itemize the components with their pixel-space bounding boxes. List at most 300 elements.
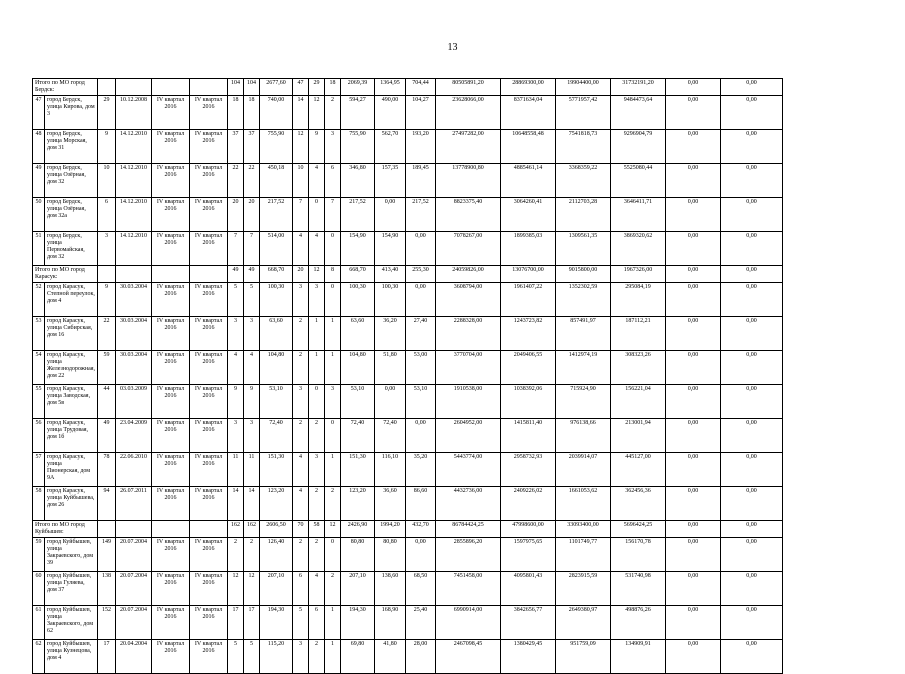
table-cell: 58 [309,521,325,538]
table-cell [98,521,116,538]
table-cell: IV квартал 2016 [190,487,228,521]
table-cell: 27497282,00 [436,130,501,164]
table-cell: 63,60 [260,317,293,351]
table-cell: 104 [228,79,244,96]
table-cell: 104 [244,79,260,96]
row-number-cell: 56 [33,419,45,453]
table-cell: 255,30 [406,266,436,283]
table-cell: 0,00 [666,317,721,351]
table-cell: 1 [325,453,341,487]
table-cell: 668,70 [260,266,293,283]
table-cell: 22.06.2010 [116,453,152,487]
table-cell: 1597975,65 [501,538,556,572]
address-cell: город Куйбышев, улица Кузнецова, дом 4 [45,640,98,674]
table-cell: IV квартал 2016 [152,317,190,351]
table-cell [152,79,190,96]
table-cell: 1 [325,640,341,674]
table-cell: 6 [293,572,309,606]
table-row [33,419,783,453]
table-cell: IV квартал 2016 [190,283,228,317]
table-cell: 0,00 [721,130,783,164]
table-cell: IV квартал 2016 [190,164,228,198]
table-cell: 18 [228,96,244,130]
table-cell [98,79,116,96]
table-cell: 755,90 [341,130,375,164]
table-cell: 28869300,00 [501,79,556,96]
table-cell: 33093400,00 [556,521,611,538]
table-cell: 162 [244,521,260,538]
table-cell: 10648558,48 [501,130,556,164]
table-cell: 115,20 [260,640,293,674]
table-cell: 69,80 [341,640,375,674]
table-cell: 2 [325,487,341,521]
table-cell: 49 [98,419,116,453]
table-cell: 9 [98,283,116,317]
table-cell: 12 [293,130,309,164]
table-cell: 0,00 [666,283,721,317]
table-cell [116,521,152,538]
table-cell: 1380429,45 [501,640,556,674]
table-cell: 3608794,00 [436,283,501,317]
table-cell: 3 [309,453,325,487]
table-cell: 5443774,00 [436,453,501,487]
table-cell: 29 [309,79,325,96]
table-cell: 1364,95 [375,79,406,96]
subtotal-row [33,79,783,96]
table-cell: 1899385,03 [501,232,556,266]
table-row [33,96,783,130]
table-cell: 1910538,00 [436,385,501,419]
subtotal-row [33,266,783,283]
table-cell: 2649380,97 [556,606,611,640]
table-cell: 157,35 [375,164,406,198]
address-cell: город Бердск, улица Морская, дом 31 [45,130,98,164]
table-cell: 0,00 [721,317,783,351]
table-cell: 8371634,04 [501,96,556,130]
table-row [33,130,783,164]
table-cell: IV квартал 2016 [152,487,190,521]
table-cell: IV квартал 2016 [152,453,190,487]
table-cell: IV квартал 2016 [152,198,190,232]
table-cell: 37 [228,130,244,164]
table-cell: 0,00 [666,96,721,130]
table-cell: IV квартал 2016 [190,453,228,487]
table-cell: 3064260,41 [501,198,556,232]
table-cell: 100,30 [341,283,375,317]
table-cell: 100,30 [260,283,293,317]
table-cell: 2288328,00 [436,317,501,351]
table-cell: IV квартал 2016 [190,385,228,419]
table-cell: IV квартал 2016 [190,96,228,130]
table-cell: 49 [228,266,244,283]
table-cell: 2 [325,572,341,606]
table-cell [98,266,116,283]
table-cell: 0,00 [666,130,721,164]
table-cell: 1994,20 [375,521,406,538]
table-cell: 149 [98,538,116,572]
table-cell: IV квартал 2016 [190,317,228,351]
table-cell: 0,00 [666,79,721,96]
table-cell: 7451458,00 [436,572,501,606]
table-cell: IV квартал 2016 [190,572,228,606]
table-cell: 18 [244,96,260,130]
table-cell: 2 [293,419,309,453]
table-cell: 740,00 [260,96,293,130]
table-cell: 1101749,77 [556,538,611,572]
table-cell: 20.04.2004 [116,640,152,674]
table-cell: 0 [309,198,325,232]
table-cell: 5696424,25 [611,521,666,538]
table-cell: 0,00 [721,79,783,96]
table-cell: 86784424,25 [436,521,501,538]
table-cell: 6 [309,606,325,640]
table-cell: 156221,04 [611,385,666,419]
table-cell: 59 [98,351,116,385]
table-cell: 7078267,00 [436,232,501,266]
table-cell: 295084,19 [611,283,666,317]
table-cell: 9 [228,385,244,419]
table-cell: 10 [98,164,116,198]
table-cell: 151,30 [260,453,293,487]
table-cell: 0,00 [406,419,436,453]
table-cell: 2 [309,538,325,572]
table-cell: 4 [293,453,309,487]
table-cell: 138 [98,572,116,606]
table-cell: IV квартал 2016 [152,96,190,130]
table-cell: 72,40 [341,419,375,453]
table-cell: 3368359,22 [556,164,611,198]
table-row [33,351,783,385]
table-cell: 0 [325,232,341,266]
table-cell: 2677,60 [260,79,293,96]
table-cell: 0,00 [721,453,783,487]
table-cell: 134909,91 [611,640,666,674]
table-cell: 4 [309,572,325,606]
table-cell: 1415811,40 [501,419,556,453]
table-row [33,385,783,419]
table-cell: 7 [244,232,260,266]
table-cell: IV квартал 2016 [152,419,190,453]
table-cell: 2958732,93 [501,453,556,487]
table-cell: 0,00 [666,572,721,606]
table-cell: 2 [309,487,325,521]
table-cell: 0,00 [666,232,721,266]
table-cell: 17 [244,606,260,640]
table-cell [116,266,152,283]
address-cell: город Бердск, улица Первомайская, дом 32 [45,232,98,266]
table-cell: 22 [244,164,260,198]
subtotal-label: Итого по МО город Куйбышев: [33,521,98,538]
table-cell: 0,00 [721,521,783,538]
table-cell: 03.03.2009 [116,385,152,419]
address-cell: город Карасук, Степной переулок, дом 4 [45,283,98,317]
table-cell: 162 [228,521,244,538]
table-cell: IV квартал 2016 [190,130,228,164]
table-cell: 53,10 [260,385,293,419]
table-cell: 36,60 [375,487,406,521]
table-cell: 104,80 [260,351,293,385]
table-cell: 2049406,55 [501,351,556,385]
table-cell: 27,40 [406,317,436,351]
table-row [33,538,783,572]
table-cell: 20 [244,198,260,232]
table-cell: 0 [325,538,341,572]
table-cell: 20 [293,266,309,283]
table-cell: 8 [325,266,341,283]
table-cell: 3 [325,385,341,419]
table-cell: 104,27 [406,96,436,130]
table-cell: 194,30 [341,606,375,640]
table-cell: 0,00 [721,538,783,572]
table-cell: 0,00 [375,385,406,419]
table-cell: 0 [325,283,341,317]
table-cell: IV квартал 2016 [190,419,228,453]
table-cell: 0,00 [406,538,436,572]
table-cell: 10 [293,164,309,198]
table-cell: 2 [325,96,341,130]
table-cell: 5 [244,283,260,317]
table-cell: IV квартал 2016 [152,283,190,317]
table-cell: 0,00 [666,640,721,674]
table-cell: 0,00 [721,606,783,640]
table-row [33,198,783,232]
table-cell: 6990914,00 [436,606,501,640]
row-number-cell: 47 [33,96,45,130]
table-cell: 2409226,02 [501,487,556,521]
table-cell: 346,80 [341,164,375,198]
table-cell: 2426,90 [341,521,375,538]
table-cell: 3869320,62 [611,232,666,266]
table-cell: 7541818,73 [556,130,611,164]
table-cell [190,521,228,538]
table-cell: 413,40 [375,266,406,283]
table-row [33,453,783,487]
table-cell: 0,00 [666,521,721,538]
table-cell: 14 [244,487,260,521]
housing-program-table [32,78,783,674]
table-cell: 0,00 [666,198,721,232]
table-cell: 668,70 [341,266,375,283]
table-cell: 5 [228,283,244,317]
table-cell [190,266,228,283]
table-cell: 3 [98,232,116,266]
table-cell: 4095801,43 [501,572,556,606]
table-cell: 14 [228,487,244,521]
table-cell: IV квартал 2016 [152,164,190,198]
table-cell: 3 [228,317,244,351]
table-cell: 31732191,20 [611,79,666,96]
table-cell: 2 [228,538,244,572]
row-number-cell: 51 [33,232,45,266]
table-cell: 194,30 [260,606,293,640]
table-cell: 207,10 [341,572,375,606]
table-cell: IV квартал 2016 [152,351,190,385]
table-cell: 3 [244,317,260,351]
table-cell: 154,90 [375,232,406,266]
table-cell: 450,18 [260,164,293,198]
table-cell: 0,00 [666,419,721,453]
table-cell: 2823915,59 [556,572,611,606]
table-cell: 9484473,64 [611,96,666,130]
table-cell: 217,52 [341,198,375,232]
table-cell: 26.07.2011 [116,487,152,521]
table-cell: 1352302,59 [556,283,611,317]
table-cell: 0,00 [666,453,721,487]
table-cell: 4885461,14 [501,164,556,198]
table-cell: 0,00 [666,266,721,283]
table-cell: 3 [244,419,260,453]
table-row [33,164,783,198]
table-cell: 20.07.2004 [116,606,152,640]
table-cell: 151,30 [341,453,375,487]
table-cell [116,79,152,96]
table-cell: 217,52 [406,198,436,232]
table-cell: 0,00 [666,606,721,640]
address-cell: город Бердск, улица Озёрная, дом 32а [45,198,98,232]
table-cell: 0 [325,419,341,453]
row-number-cell: 59 [33,538,45,572]
table-cell: 4 [309,232,325,266]
table-cell: 2467098,45 [436,640,501,674]
table-cell: 80,80 [341,538,375,572]
table-cell: 308323,26 [611,351,666,385]
table-cell: 126,40 [260,538,293,572]
row-number-cell: 61 [33,606,45,640]
table-cell: 0,00 [406,232,436,266]
table-cell: 4432736,00 [436,487,501,521]
table-cell: 2 [293,317,309,351]
table-cell: 7 [293,198,309,232]
table-cell: 168,90 [375,606,406,640]
table-cell: 704,44 [406,79,436,96]
table-cell: 23628066,00 [436,96,501,130]
table-cell: 22 [98,317,116,351]
table-cell: IV квартал 2016 [152,385,190,419]
table-cell: 12 [309,266,325,283]
table-cell: 17 [228,606,244,640]
table-cell: 4 [228,351,244,385]
table-cell: 30.03.2004 [116,351,152,385]
table-cell: 11 [228,453,244,487]
table-cell: 755,90 [260,130,293,164]
address-cell: город Карасук, улица Заводская, дом 5в [45,385,98,419]
table-cell: 6 [325,164,341,198]
table-cell: 80505891,20 [436,79,501,96]
table-cell: 14.12.2010 [116,232,152,266]
table-cell: 14.12.2010 [116,198,152,232]
table-cell: 5525080,44 [611,164,666,198]
table-cell: IV квартал 2016 [190,351,228,385]
table-cell: 63,60 [341,317,375,351]
table-cell: 86,60 [406,487,436,521]
table-cell: 7 [228,232,244,266]
page-number: 13 [447,42,458,53]
address-cell: город Куйбышев, улица Закраевского, дом 39 [45,538,98,572]
table-cell: 217,52 [260,198,293,232]
table-cell: 14.12.2010 [116,130,152,164]
table-cell: IV квартал 2016 [152,640,190,674]
table-cell: 4 [309,164,325,198]
table-cell: 12 [244,572,260,606]
table-cell: 187112,21 [611,317,666,351]
table-cell: 1967326,00 [611,266,666,283]
table-cell: 531740,98 [611,572,666,606]
table-cell: 3 [293,283,309,317]
table-cell: 594,27 [341,96,375,130]
table-cell: 49 [244,266,260,283]
table-cell: IV квартал 2016 [152,232,190,266]
table-cell: 100,30 [375,283,406,317]
table-cell: 3 [325,130,341,164]
address-cell: город Бердск, улица Озёрная, дом 32 [45,164,98,198]
table-cell: 72,40 [260,419,293,453]
table-cell: 20.07.2004 [116,538,152,572]
table-cell: 12 [325,521,341,538]
table-cell: 514,00 [260,232,293,266]
table-cell: 0,00 [721,572,783,606]
row-number-cell: 52 [33,283,45,317]
table-cell: 1243723,82 [501,317,556,351]
table-cell: 17 [98,640,116,674]
table-cell: 20 [228,198,244,232]
table-cell: 20.07.2004 [116,572,152,606]
table-cell: 0,00 [406,283,436,317]
row-number-cell: 57 [33,453,45,487]
table-cell: 0,00 [721,351,783,385]
row-number-cell: 49 [33,164,45,198]
table-cell: 0,00 [721,164,783,198]
table-cell: 24059826,00 [436,266,501,283]
table-cell: 9015800,00 [556,266,611,283]
table-cell: 857491,97 [556,317,611,351]
table-cell: IV квартал 2016 [152,606,190,640]
table-cell: IV квартал 2016 [190,640,228,674]
subtotal-label: Итого по МО город Карасук: [33,266,98,283]
table-cell: 0,00 [721,487,783,521]
table-cell: 13778900,80 [436,164,501,198]
table-cell: 1661053,62 [556,487,611,521]
table-cell: 51,80 [375,351,406,385]
table-cell: 1 [325,606,341,640]
table-cell [152,521,190,538]
table-cell: 14 [293,96,309,130]
table-cell: IV квартал 2016 [152,130,190,164]
address-cell: город Карасук, улица Пионерская, дом 9А [45,453,98,487]
table-cell: 94 [98,487,116,521]
table-cell: 2 [293,351,309,385]
table-cell: 47998600,00 [501,521,556,538]
table-cell: IV квартал 2016 [190,198,228,232]
table-cell: 10.12.2008 [116,96,152,130]
table-cell: 9 [98,130,116,164]
table-cell: IV квартал 2016 [190,606,228,640]
table-row [33,606,783,640]
table-cell: 3770704,00 [436,351,501,385]
table-cell: 70 [293,521,309,538]
table-row [33,232,783,266]
row-number-cell: 60 [33,572,45,606]
table-cell: 498876,26 [611,606,666,640]
table-cell: 138,60 [375,572,406,606]
table-cell: 715924,90 [556,385,611,419]
table-cell: 3842656,77 [501,606,556,640]
table-cell: 0,00 [721,96,783,130]
table-cell: 1412974,19 [556,351,611,385]
table-cell: 78 [98,453,116,487]
subtotal-row [33,521,783,538]
table-cell: 4 [293,232,309,266]
table-cell: 14.12.2010 [116,164,152,198]
